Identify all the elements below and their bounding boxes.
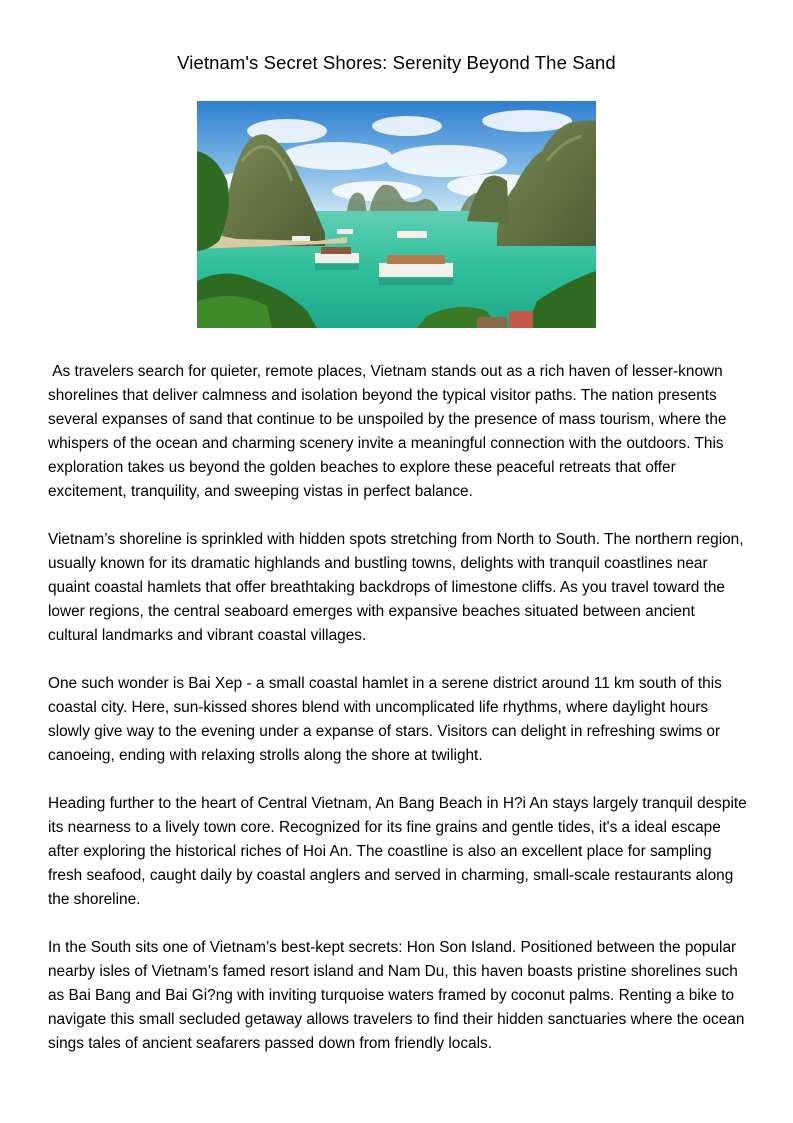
hero-image [197,101,596,328]
paragraph: As travelers search for quieter, remote places, Vietnam stands out as a rich haven of lesser-known shorelines that deliver calmness and isolation beyond the typical visitor paths. The nation presents several expanses of sand that continue to be unspoiled by the presence of mass tourism, where the whispers of the ocean and charming scenery invite a meaningful connection with the outdoors. This exploration takes us beyond the golden beaches to explore these peaceful retreats that offer excitement, tranquility, and sweeping vistas in perfect balance. [48,363,731,500]
article-body [48,360,751,1080]
paragraph: Vietnam’s shoreline is sprinkled with hidden spots stretching from North to South. The northern region, usually known for its dramatic highlands and bustling towns, delights with tranquil coastlines near quaint coastal hamlets that offer breathtaking backdrops of limestone cliffs. As you travel toward the lower regions, the central seaboard emerges with expansive beaches situated between ancient cultural landmarks and vibrant coastal villages. [48,531,748,644]
paragraph: Heading further to the heart of Central Vietnam, An Bang Beach in H?i An stays largely tranquil despite its nearness to a lively town core. Recognized for its fine grains and gentle tides, it's a ideal escape after exploring the historical riches of Hoi An. The coastline is also an excellent place for sampling fresh seafood, caught daily by coastal anglers and served in charming, small-scale restaurants along the shoreline. [48,795,751,908]
paragraph: One such wonder is Bai Xep - a small coastal hamlet in a serene district around 11 km south of this coastal city. Here, sun-kissed shores blend with uncomplicated life rhythms, where daylight hours slowly give way to the evening under a expanse of stars. Visitors can delight in refreshing swims or canoeing, ending with relaxing strolls along the shore at twilight. [48,675,727,764]
paragraph: In the South sits one of Vietnam’s best-kept secrets: Hon Son Island. Positioned between the popular nearby isles of Vietnam’s famed resort island and Nam Du, this haven boasts pristine shorelines such as Bai Bang and Bai Gi?ng with inviting turquoise waters framed by coconut palms. Renting a bike to navigate this small secluded getaway allows travelers to find their hidden sanctuaries where the ocean sings tales of ancient seafarers passed down from friendly locals. [48,939,749,1052]
page-title: Vietnam's Secret Shores: Serenity Beyond The Sand [177,52,616,73]
ha-long-bay-photo-icon [197,101,596,328]
